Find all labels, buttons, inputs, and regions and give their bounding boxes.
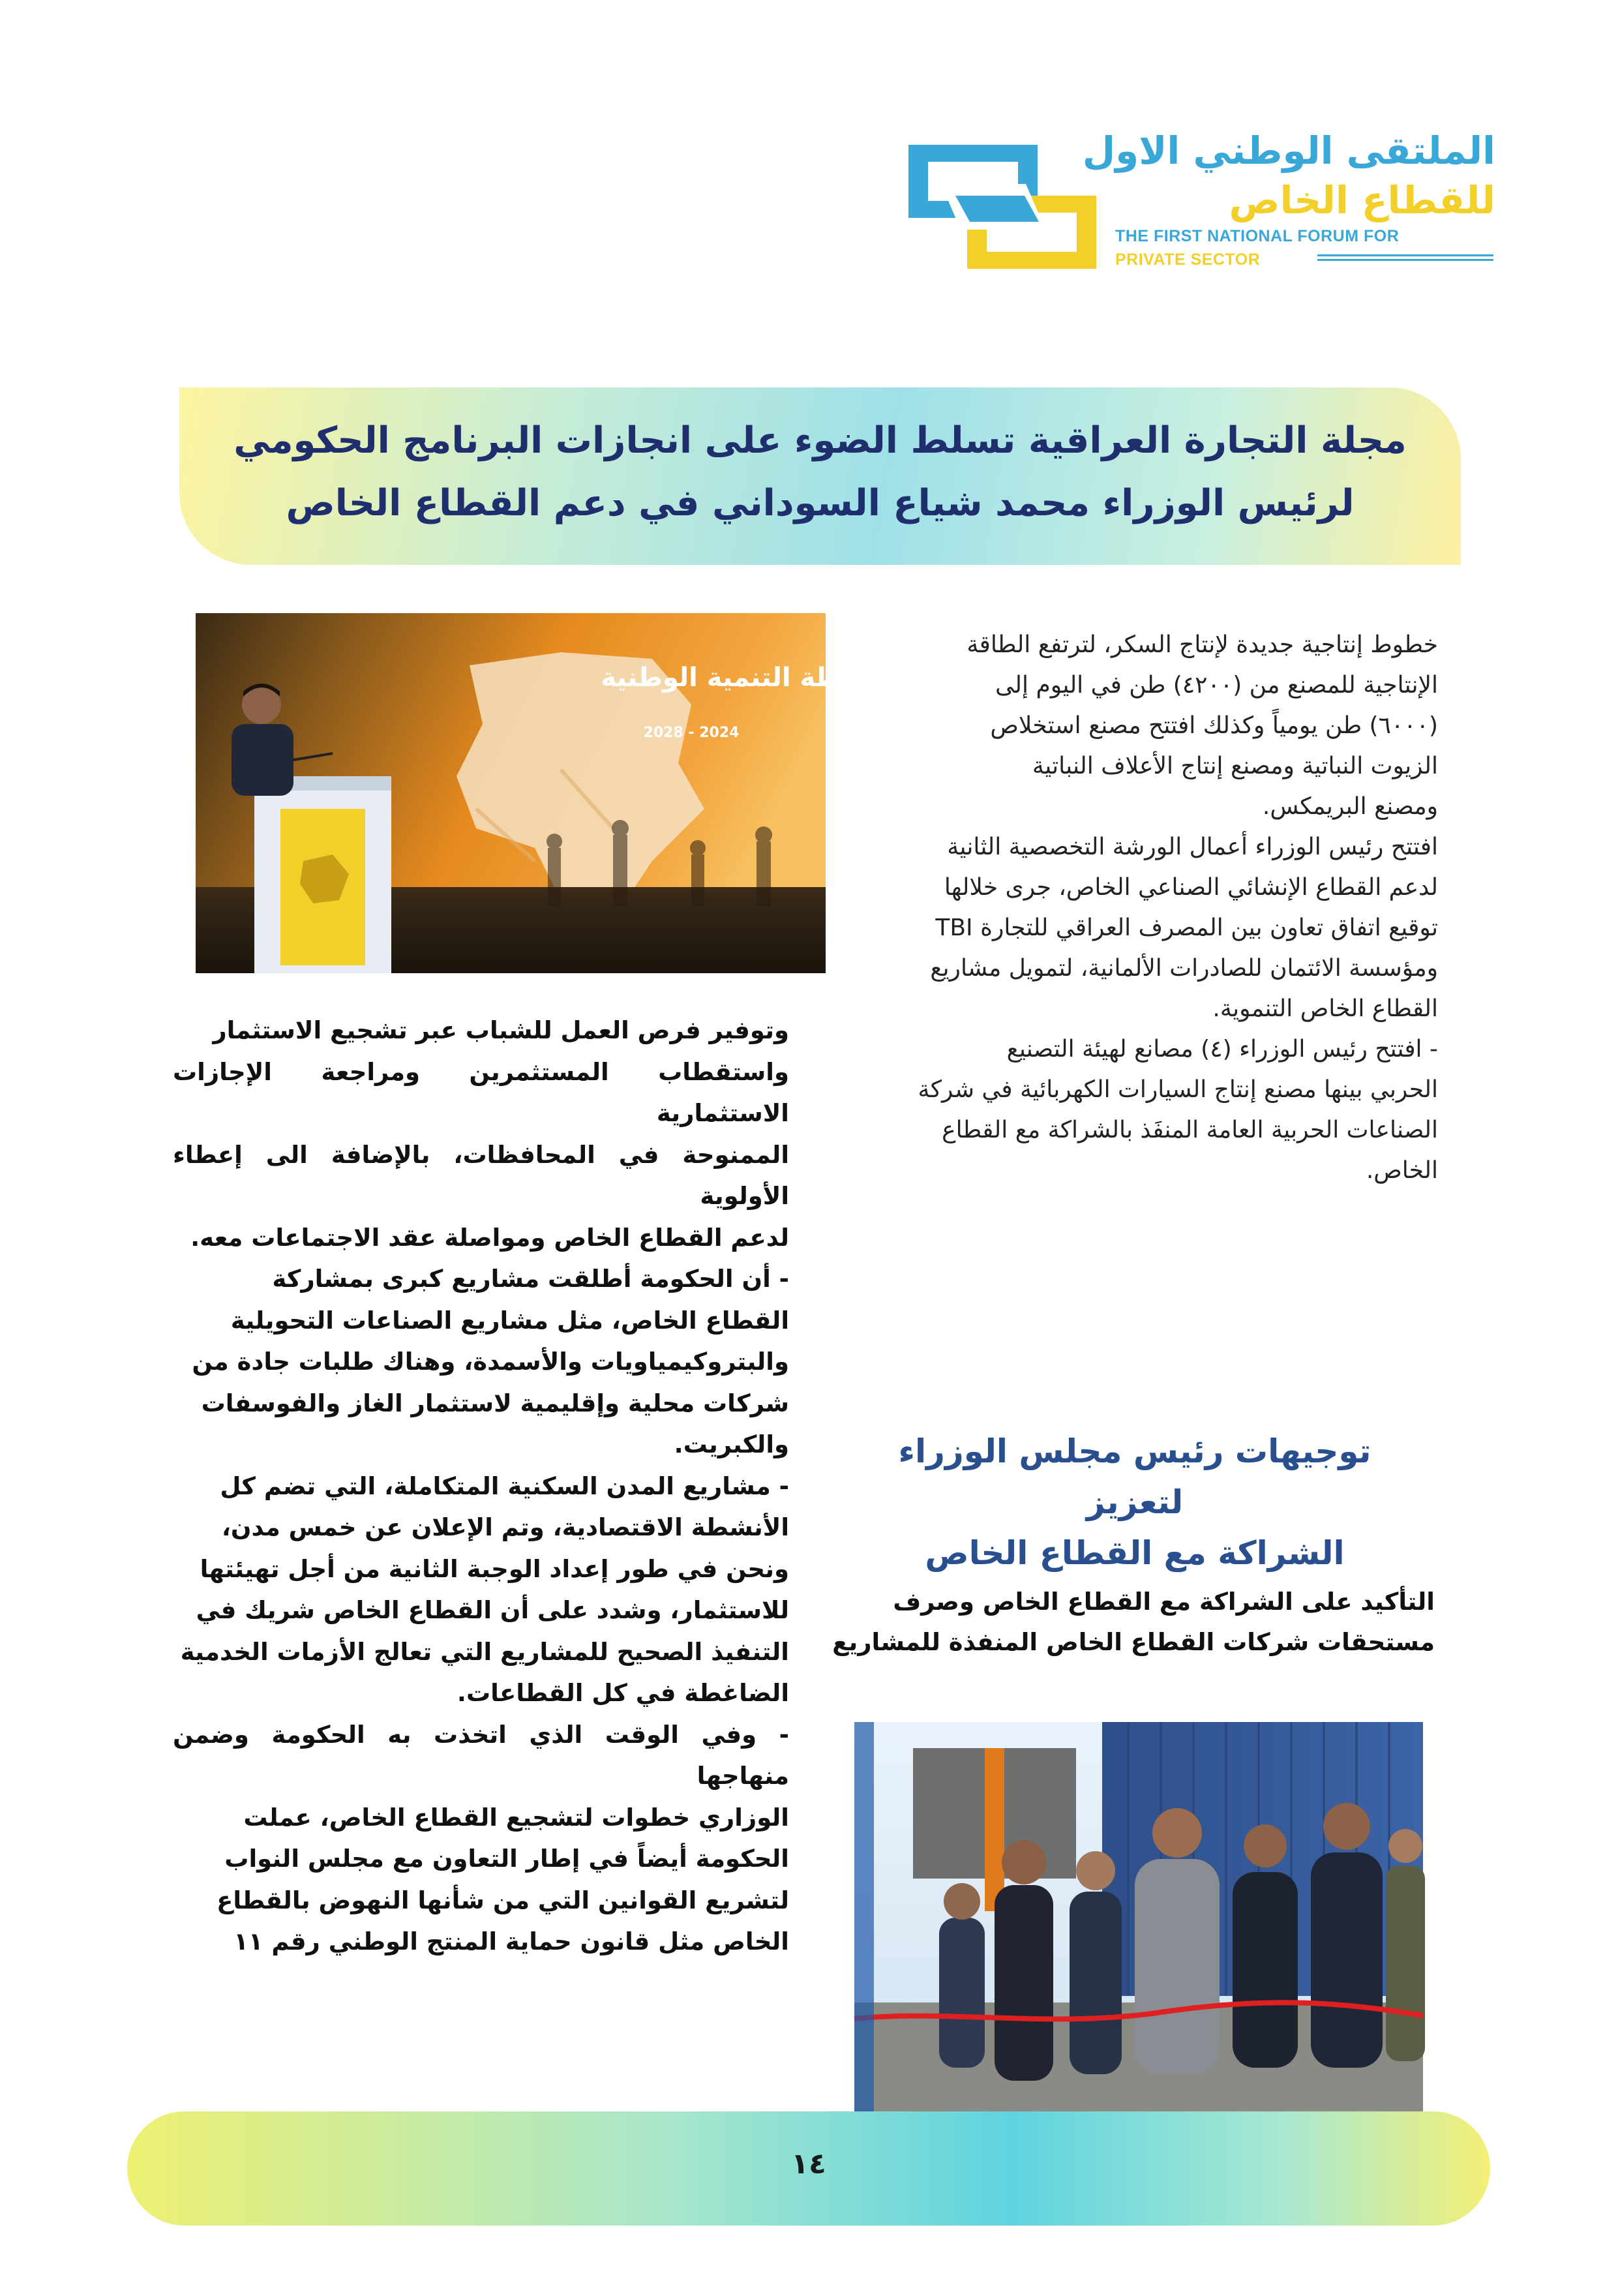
right-line: توقيع اتفاق تعاون بين المصرف العراقي للتجارة TBI <box>935 914 1438 941</box>
left-line: الخاص مثل قانون حماية المنتج الوطني رقم ١١ <box>233 1927 789 1956</box>
photo-speaker-podium <box>196 613 860 973</box>
logo-subtitle-arabic: للقطاع الخاص <box>1229 178 1495 222</box>
article-title-line1: مجلة التجارة العراقية تسلط الضوء على انجازات البرنامج الحكومي <box>233 419 1407 462</box>
page-number: ١٤ <box>791 2147 826 2181</box>
section-subheading <box>854 1426 1415 1578</box>
lead-line2: مستحقات شركات القطاع الخاص المنفذة للمشاريع <box>832 1628 1435 1656</box>
right-line: الإنتاجية للمصنع من (٤٢٠٠) طن في اليوم إلى <box>995 672 1438 699</box>
left-line: واستقطاب المستثمرين ومراجعة الإجازات الاستثمارية <box>173 1057 789 1127</box>
right-column-text <box>851 625 1438 1191</box>
forum-logo-icon <box>908 145 1096 269</box>
right-line: ومؤسسة الائتمان للصادرات الألمانية، لتمويل مشاريع <box>930 955 1438 982</box>
logo-subtitle-english: PRIVATE SECTOR <box>1115 250 1261 269</box>
right-line: (٦٠٠٠) طن يومياً وكذلك افتتح مصنع استخلاص <box>990 712 1438 739</box>
left-line: لدعم القطاع الخاص ومواصلة عقد الاجتماعات معه. <box>190 1223 789 1252</box>
logo-title-english: THE FIRST NATIONAL FORUM FOR <box>1115 227 1400 245</box>
logo-title-arabic: الملتقى الوطني الاول <box>1082 128 1495 173</box>
lead-line1: التأكيد على الشراكة مع القطاع الخاص وصرف <box>893 1588 1435 1616</box>
article-title-line2: لرئيس الوزراء محمد شياع السوداني في دعم القطاع الخاص <box>286 482 1355 524</box>
left-line: - وفي الوقت الذي اتخذت به الحكومة وضمن منهاجها <box>173 1720 789 1790</box>
left-line: للاستثمار، وشدد على أن القطاع الخاص شريك في <box>196 1596 789 1624</box>
right-line: الزيوت النباتية ومصنع إنتاج الأعلاف النباتية <box>1032 753 1438 779</box>
left-line: والكبريت. <box>674 1430 789 1458</box>
left-column-text <box>173 1010 789 1963</box>
screen-title-text: خطة التنمية الوطنية <box>601 663 860 693</box>
left-line: ونحن في طور إعداد الوجبة الثانية من أجل تهيئتها <box>200 1554 789 1583</box>
subheading-line2: الشراكة مع القطاع الخاص <box>925 1534 1345 1572</box>
screen-years-text: 2024 - 2028 <box>643 725 740 741</box>
left-line: والبتروكيمياويات والأسمدة، وهناك طلبات جادة من <box>192 1348 789 1376</box>
right-line: خطوط إنتاجية جديدة لإنتاج السكر، لترتفع الطاقة <box>966 631 1438 658</box>
left-line: - مشاريع المدن السكنية المتكاملة، التي تضم كل <box>220 1472 789 1500</box>
left-line: الضاغطة في كل القطاعات. <box>457 1679 789 1707</box>
logo-underline <box>1317 254 1493 265</box>
lead-paragraph <box>828 1582 1435 1663</box>
photo-ribbon-cutting <box>854 1722 1423 2134</box>
left-line: شركات محلية وإقليمية لاستثمار الغاز والفوسفات <box>201 1389 789 1417</box>
left-line: لتشريع القوانين التي من شأنها النهوض بالقطاع <box>217 1886 789 1914</box>
left-line: الحكومة أيضاً في إطار التعاون مع مجلس النواب <box>224 1845 789 1873</box>
left-line: الوزاري خطوات لتشجيع القطاع الخاص، عملت <box>243 1803 789 1832</box>
ribbon-cutting-illustration <box>854 1722 1423 2134</box>
left-line: القطاع الخاص، مثل مشاريع الصناعات التحويلية <box>230 1306 789 1335</box>
right-line: افتتح رئيس الوزراء أعمال الورشة التخصصية الثانية <box>947 834 1438 860</box>
speaker-photo-illustration <box>196 613 860 973</box>
footer-bar <box>127 2111 1490 2226</box>
right-line: الخاص. <box>1366 1157 1438 1184</box>
right-line: ومصنع البريمكس. <box>1262 793 1438 820</box>
title-banner <box>179 387 1461 565</box>
left-line: - أن الحكومة أطلقت مشاريع كبرى بمشاركة <box>272 1265 789 1293</box>
right-line: لدعم القطاع الإنشائي الصناعي الخاص، جرى خلالها <box>944 874 1438 901</box>
right-line: - افتتح رئيس الوزراء (٤) مصانع لهيئة التصنيع <box>1006 1036 1438 1063</box>
right-line: القطاع الخاص التنموية. <box>1212 995 1438 1022</box>
left-line: الممنوحة في المحافظات، بالإضافة الى إعطاء الأولوية <box>173 1140 789 1210</box>
left-line: التنفيذ الصحيح للمشاريع التي تعالج الأزمات الخدمية <box>180 1637 789 1666</box>
subheading-line1: توجيهات رئيس مجلس الوزراء لتعزيز <box>898 1432 1371 1521</box>
left-line: الأنشطة الاقتصادية، وتم الإعلان عن خمس مدن، <box>221 1513 789 1541</box>
right-line: الصناعات الحربية العامة المنفَذ بالشراكة مع القطاع <box>942 1117 1438 1143</box>
right-line: الحربي بينها مصنع إنتاج السيارات الكهربائية في شركة <box>918 1076 1438 1103</box>
left-line: وتوفير فرص العمل للشباب عبر تشجيع الاستثمار <box>213 1016 789 1044</box>
